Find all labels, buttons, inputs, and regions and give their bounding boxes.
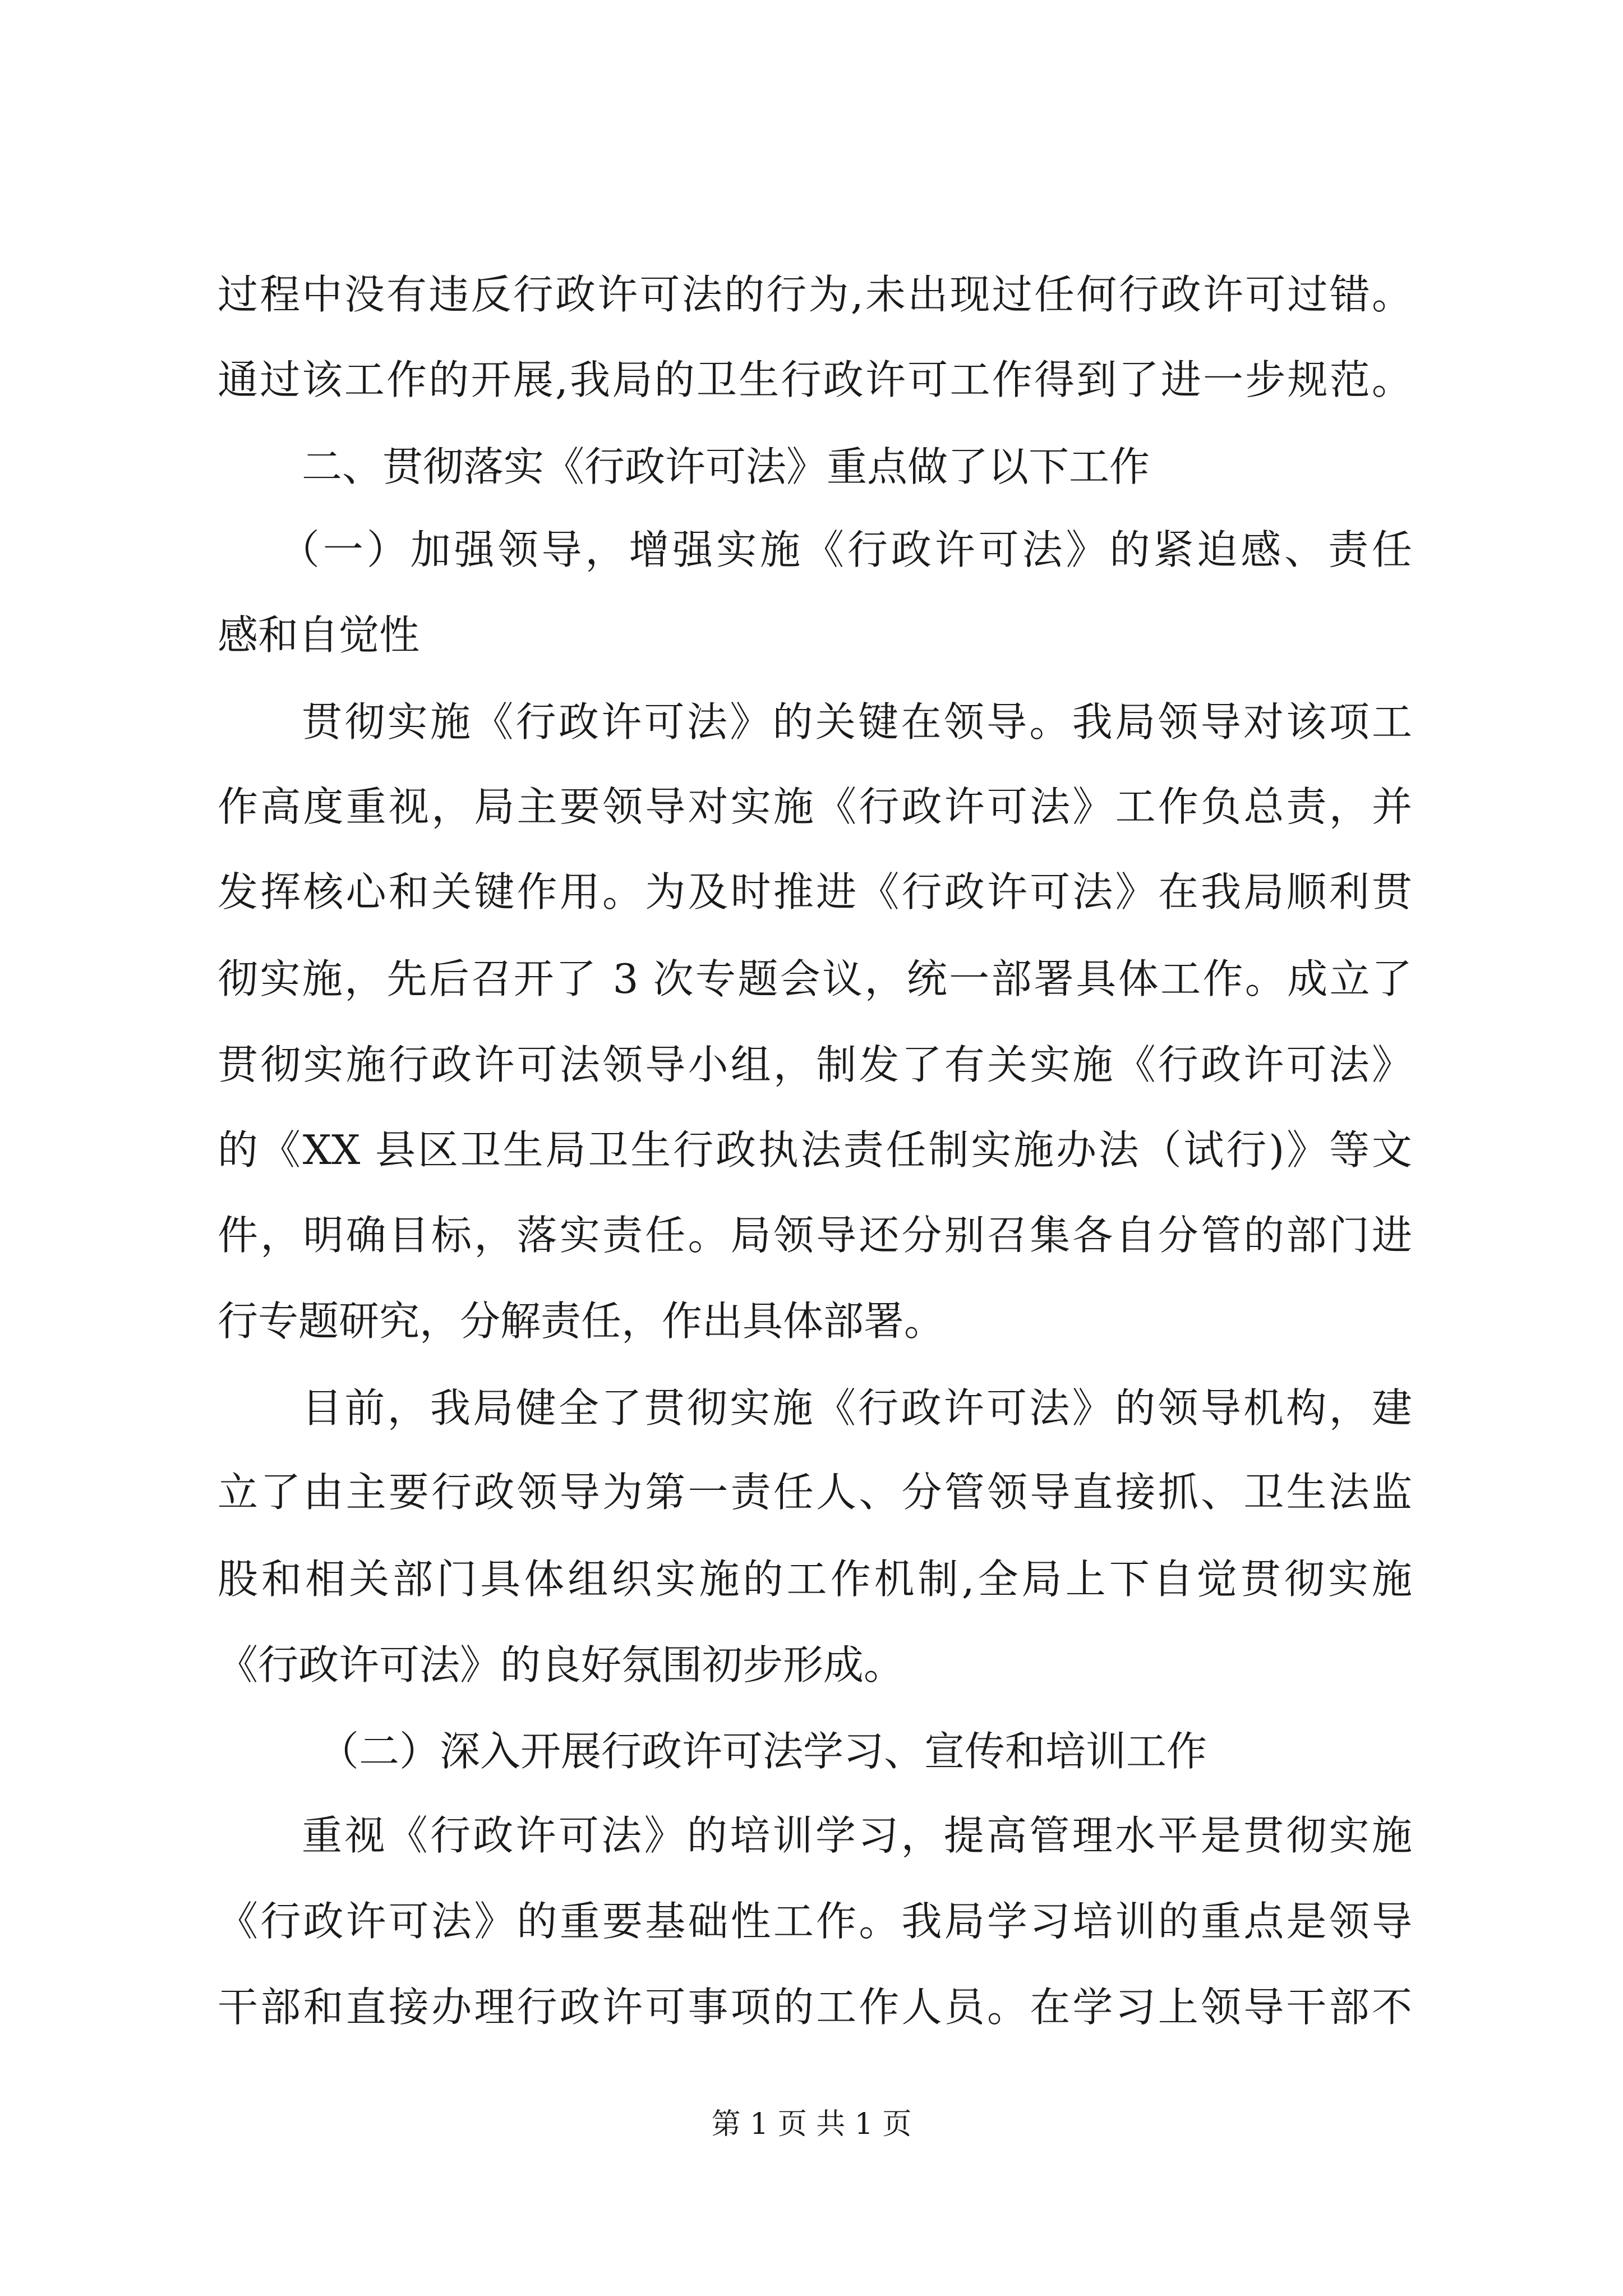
text-line: 干部和直接办理行政许可事项的工作人员。在学习上领导干部不 bbox=[218, 1984, 1412, 2031]
text-line: 作高度重视，局主要领导对实施《行政许可法》工作负总责，并 bbox=[218, 783, 1412, 830]
text-line: 重视《行政许可法》的培训学习，提高管理水平是贯彻实施 bbox=[302, 1812, 1412, 1859]
subsection-heading: （二）深入开展行政许可法学习、宣传和培训工作 bbox=[319, 1728, 1207, 1775]
text-line: 件，明确目标，落实责任。局领导还分别召集各自分管的部门进 bbox=[218, 1212, 1412, 1259]
text-line: 《行政许可法》的良好氛围初步形成。 bbox=[218, 1641, 905, 1688]
text-line: 股和相关部门具体组织实施的工作机制,全局上下自觉贯彻实施 bbox=[218, 1556, 1412, 1603]
text-line: 通过该工作的开展,我局的卫生行政许可工作得到了进一步规范。 bbox=[218, 356, 1412, 403]
text-line: 行专题研究，分解责任，作出具体部署。 bbox=[218, 1297, 945, 1345]
text-line: 《行政许可法》的重要基础性工作。我局学习培训的重点是领导 bbox=[218, 1898, 1412, 1945]
subsection-heading: （一）加强领导，增强实施《行政许可法》的紧迫感、责任 bbox=[279, 526, 1412, 573]
text-line: 的《XX 县区卫生局卫生行政执法责任制实施办法（试行)》等文 bbox=[218, 1126, 1412, 1174]
text-line: 立了由主要行政领导为第一责任人、分管领导直接抓、卫生法监 bbox=[218, 1469, 1412, 1516]
text-line: 彻实施，先后召开了 3 次专题会议，统一部署具体工作。成立了 bbox=[218, 955, 1412, 1002]
page-footer: 第 1 页 共 1 页 bbox=[711, 2108, 912, 2141]
text-line: 发挥核心和关键作用。为及时推进《行政许可法》在我局顺利贯 bbox=[218, 868, 1412, 915]
text-line: 过程中没有违反行政许可法的行为,未出现过任何行政许可过错。 bbox=[218, 271, 1412, 318]
subsection-heading-cont: 感和自觉性 bbox=[218, 611, 420, 659]
section-heading: 二、贯彻落实《行政许可法》重点做了以下工作 bbox=[302, 443, 1150, 490]
text-line: 目前，我局健全了贯彻实施《行政许可法》的领导机构，建 bbox=[302, 1384, 1412, 1432]
text-line: 贯彻实施行政许可法领导小组，制发了有关实施《行政许可法》 bbox=[218, 1041, 1412, 1088]
text-line: 贯彻实施《行政许可法》的关键在领导。我局领导对该项工 bbox=[302, 698, 1412, 746]
